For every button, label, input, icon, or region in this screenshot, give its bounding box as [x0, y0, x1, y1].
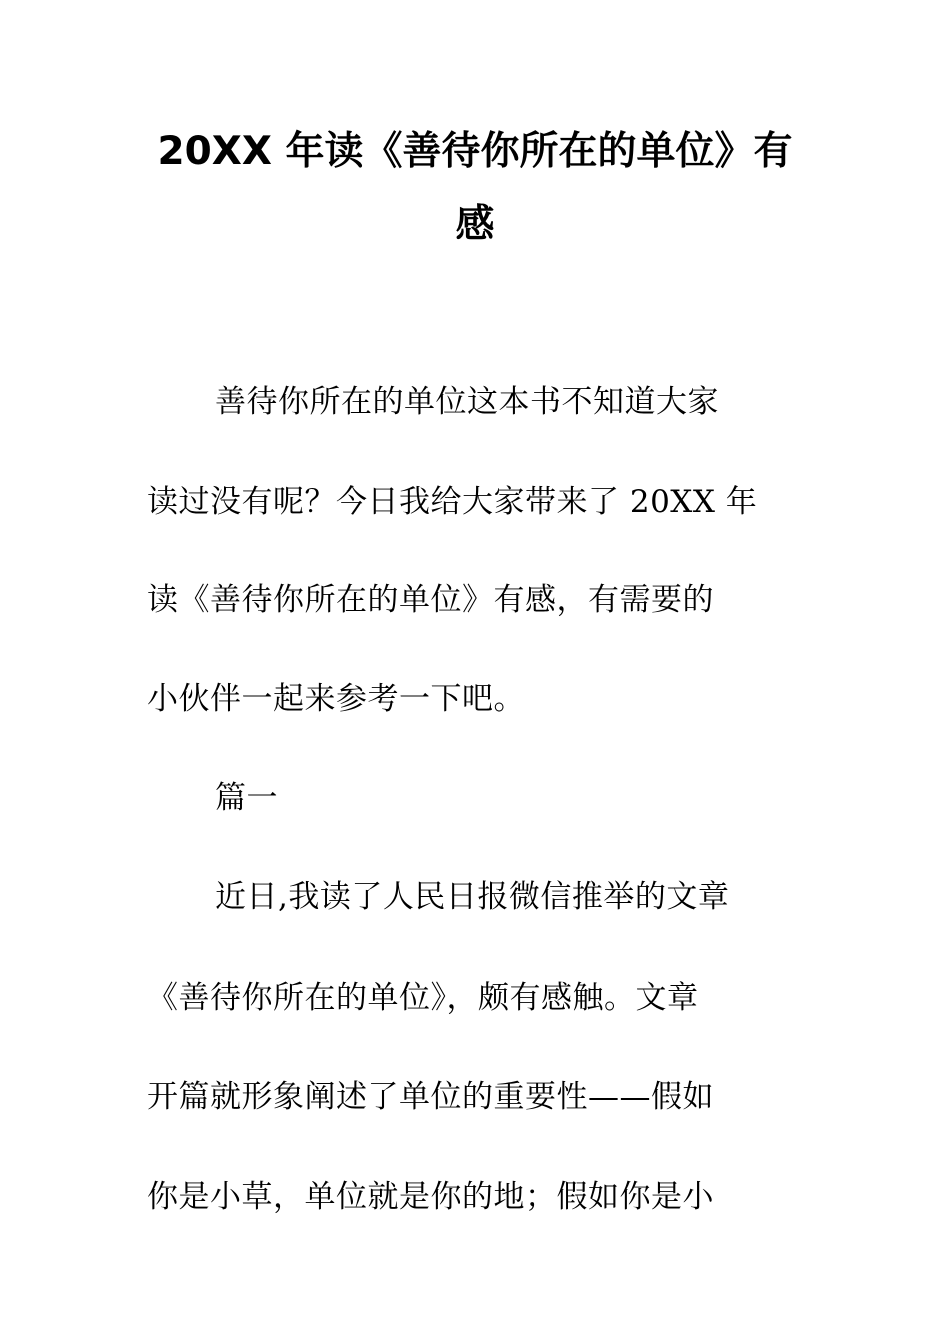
body-line-9: 你是小草，单位就是你的地；假如你是小: [147, 1179, 714, 1215]
body-line-6: 近日,我读了人民日报微信推举的文章: [215, 879, 730, 915]
title-line-1: 20XX 年读《善待你所在的单位》有: [157, 129, 793, 174]
body-line-1: 善待你所在的单位这本书不知道大家: [215, 384, 719, 420]
body-line-8: 开篇就形象阐述了单位的重要性——假如: [147, 1079, 714, 1115]
body-line-7: 《善待你所在的单位》，颇有感触。文章: [147, 980, 699, 1016]
title-line-2: 感: [455, 202, 495, 247]
body-line-2: 读过没有呢？今日我给大家带来了 20XX 年: [147, 484, 758, 520]
body-line-4: 小伙伴一起来参考一下吧。: [147, 681, 525, 717]
body-line-3: 读《善待你所在的单位》有感，有需要的: [147, 582, 714, 618]
section-heading: 篇一: [215, 780, 278, 816]
